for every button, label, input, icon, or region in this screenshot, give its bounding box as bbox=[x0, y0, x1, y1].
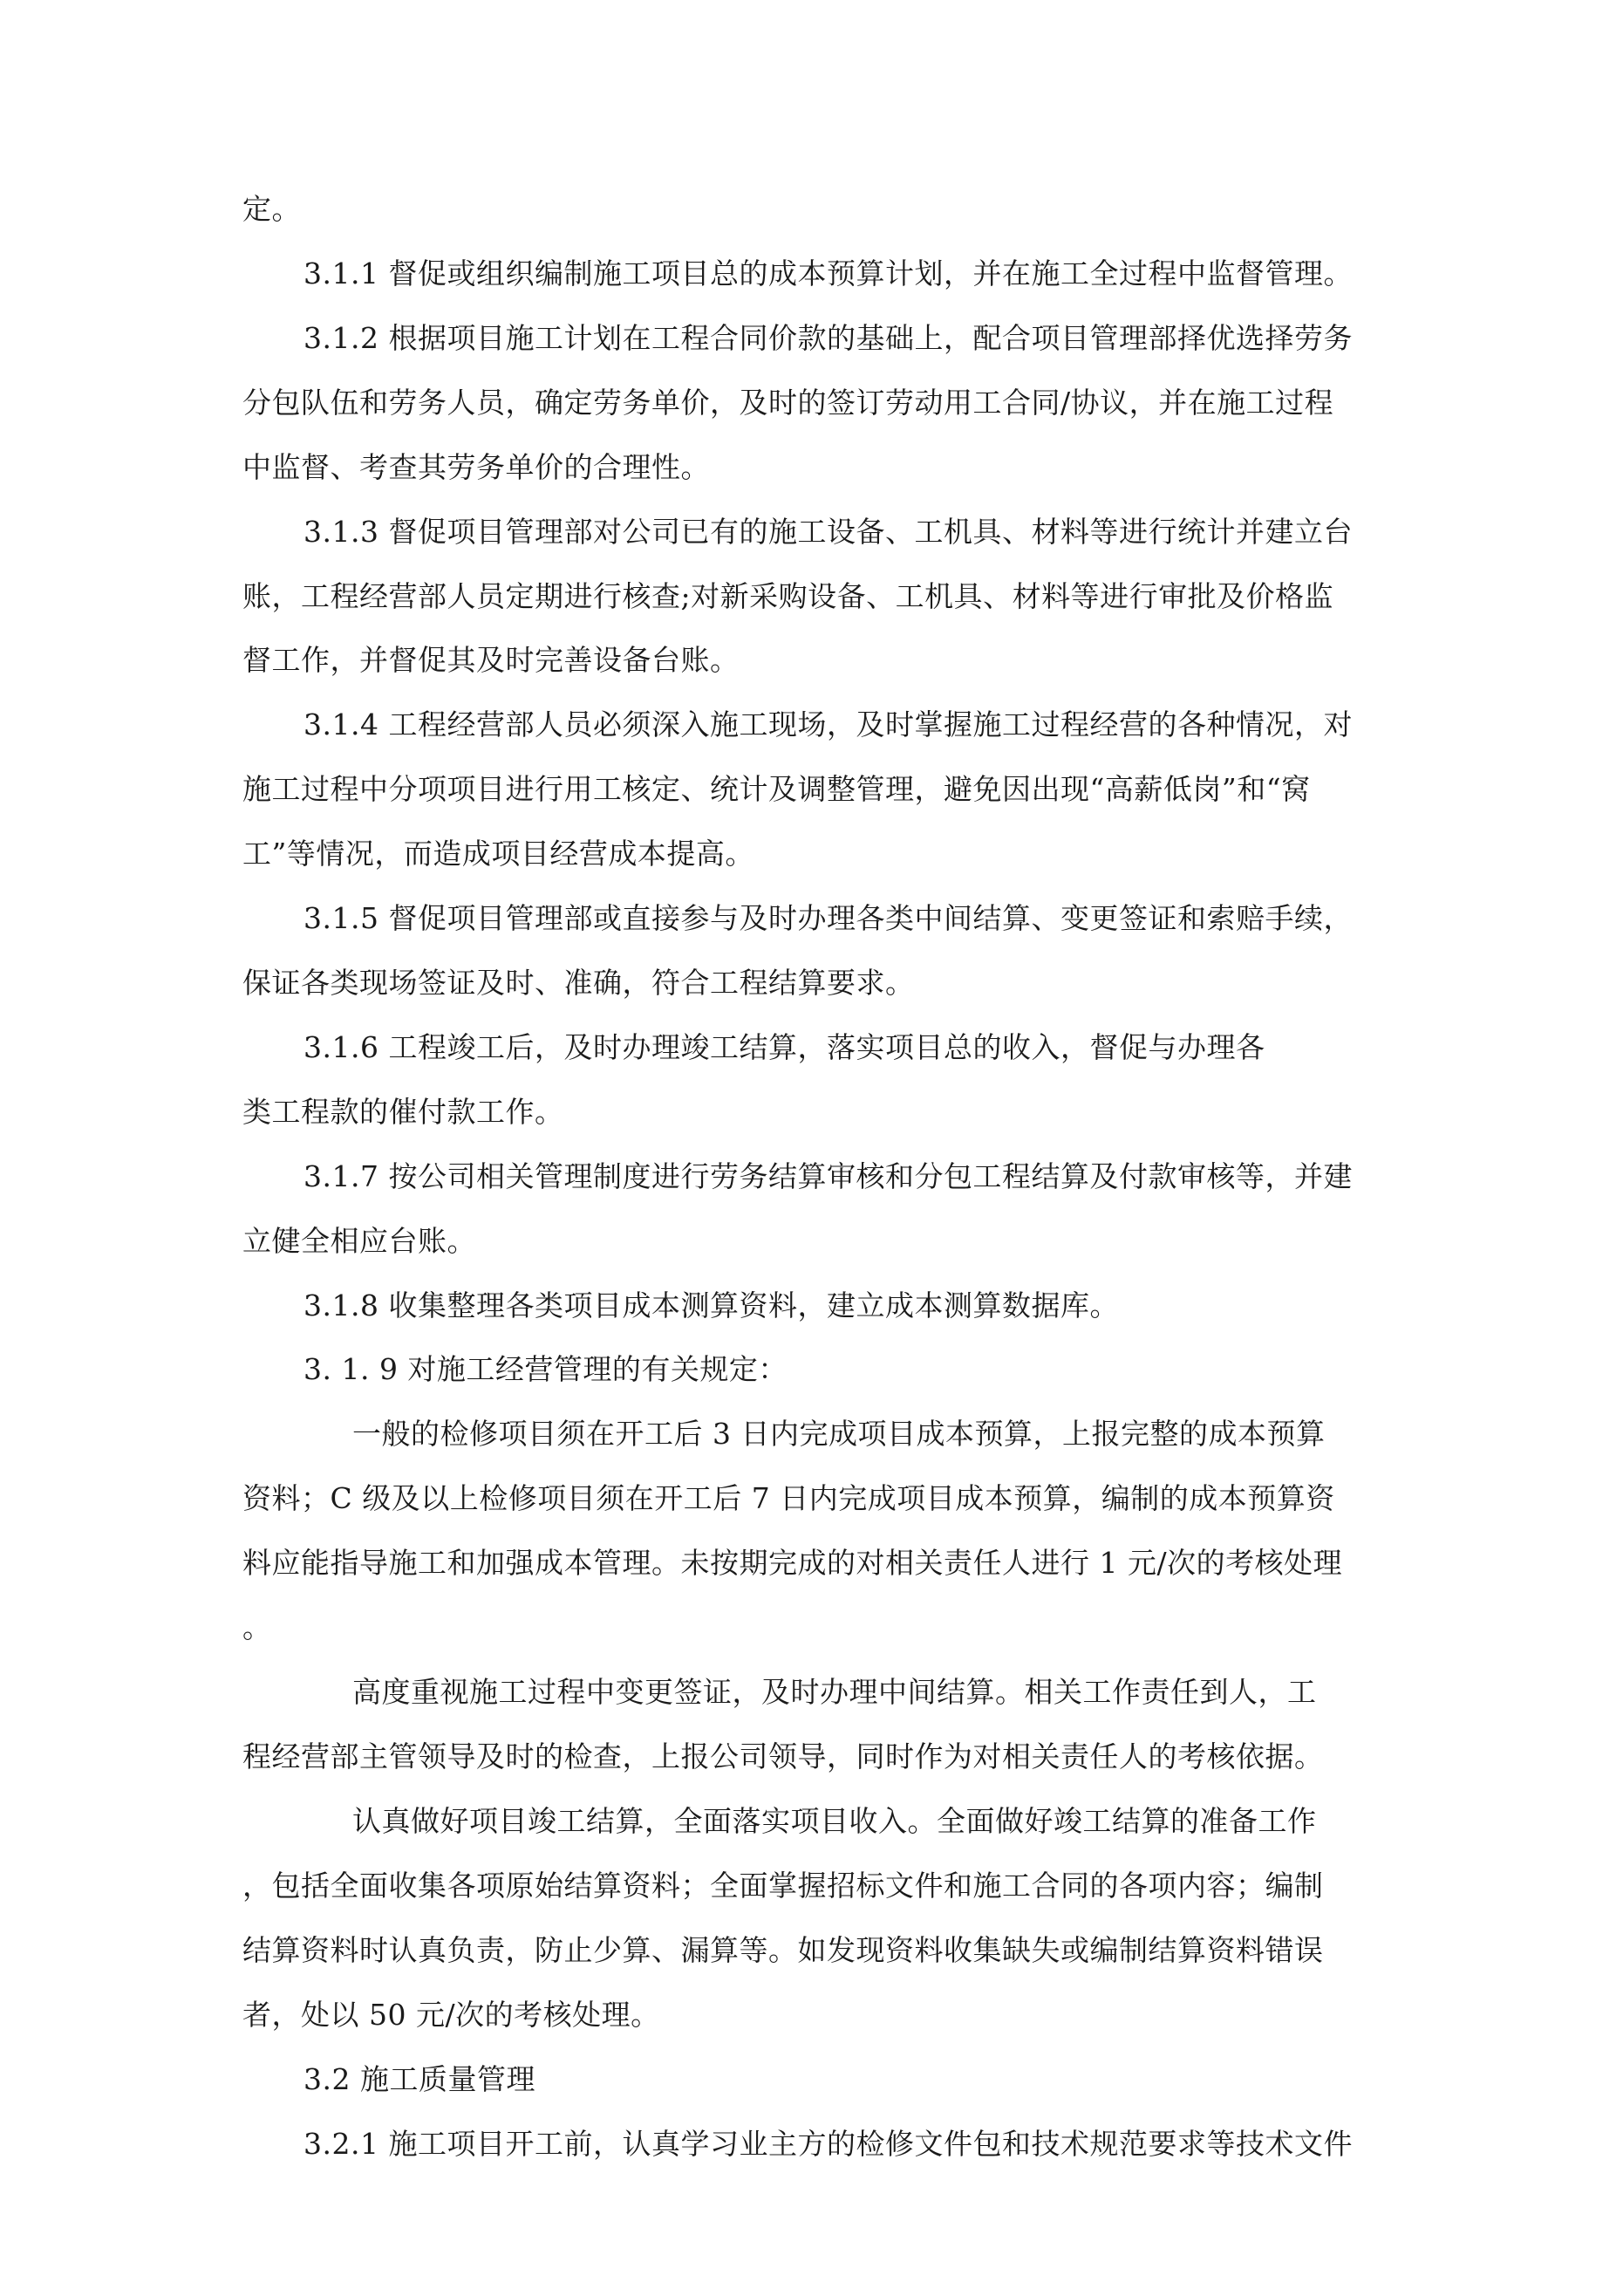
text-line: 资料；C 级及以上检修项目须在开工后 7 日内完成项目成本预算，编制的成本预算资 bbox=[242, 1481, 1335, 1515]
text-line: 账，工程经营部人员定期进行核查;对新采购设备、工机具、材料等进行审批及价格监 bbox=[242, 579, 1334, 613]
text-line: 。 bbox=[242, 1610, 272, 1644]
text-line: 结算资料时认真负责，防止少算、漏算等。如发现资料收集缺失或编制结算资料错误 bbox=[242, 1933, 1324, 1967]
text-line: 3.1.1 督促或组织编制施工项目总的成本预算计划，并在施工全过程中监督管理。 bbox=[303, 256, 1353, 290]
text-line: 立健全相应台账。 bbox=[242, 1224, 476, 1258]
text-line: 3.1.4 工程经营部人员必须深入施工现场，及时掌握施工过程经营的各种情况，对 bbox=[303, 707, 1353, 741]
text-line: 3.1.3 督促项目管理部对公司已有的施工设备、工机具、材料等进行统计并建立台 bbox=[303, 515, 1353, 549]
text-line: 程经营部主管领导及时的检查，上报公司领导，同时作为对相关责任人的考核依据。 bbox=[242, 1739, 1324, 1773]
text-line: 保证各类现场签证及时、准确，符合工程结算要求。 bbox=[242, 966, 915, 1000]
section-heading: 3.2 施工质量管理 bbox=[303, 2062, 535, 2096]
text-line: 施工过程中分项项目进行用工核定、统计及调整管理，避免因出现“高薪低岗”和“窝 bbox=[242, 772, 1311, 806]
text-line: 3.1.8 收集整理各类项目成本测算资料，建立成本测算数据库。 bbox=[303, 1288, 1119, 1322]
text-line: 者，处以 50 元/次的考核处理。 bbox=[242, 1998, 660, 2032]
text-line: 督工作，并督促其及时完善设备台账。 bbox=[242, 643, 740, 677]
text-line: ，包括全面收集各项原始结算资料；全面掌握招标文件和施工合同的各项内容；编制 bbox=[242, 1869, 1324, 1903]
text-line: 定。 bbox=[242, 192, 301, 226]
text-line: 3. 1. 9 对施工经营管理的有关规定： bbox=[303, 1352, 788, 1386]
text-line: 3.1.5 督促项目管理部或直接参与及时办理各类中间结算、变更签证和索赔手续， bbox=[303, 901, 1353, 935]
text-line: 中监督、考查其劳务单价的合理性。 bbox=[242, 450, 710, 484]
text-line: 3.2.1 施工项目开工前，认真学习业主方的检修文件包和技术规范要求等技术文件 bbox=[303, 2127, 1353, 2161]
text-line: 类工程款的催付款工作。 bbox=[242, 1095, 564, 1129]
text-line: 高度重视施工过程中变更签证，及时办理中间结算。相关工作责任到人，工 bbox=[352, 1675, 1317, 1709]
text-line: 分包队伍和劳务人员，确定劳务单价，及时的签订劳动用工合同/协议，并在施工过程 bbox=[242, 386, 1334, 420]
text-line: 3.1.6 工程竣工后，及时办理竣工结算，落实项目总的收入，督促与办理各 bbox=[303, 1030, 1265, 1064]
text-line: 料应能指导施工和加强成本管理。未按期完成的对相关责任人进行 1 元/次的考核处理 bbox=[242, 1546, 1343, 1580]
text-line: 认真做好项目竣工结算，全面落实项目收入。全面做好竣工结算的准备工作 bbox=[352, 1804, 1317, 1838]
text-line: 工”等情况，而造成项目经营成本提高。 bbox=[242, 837, 754, 871]
text-line: 3.1.2 根据项目施工计划在工程合同价款的基础上，配合项目管理部择优选择劳务 bbox=[303, 321, 1353, 355]
text-line: 3.1.7 按公司相关管理制度进行劳务结算审核和分包工程结算及付款审核等，并建 bbox=[303, 1159, 1353, 1193]
text-line: 一般的检修项目须在开工后 3 日内完成项目成本预算，上报完整的成本预算 bbox=[352, 1417, 1326, 1451]
